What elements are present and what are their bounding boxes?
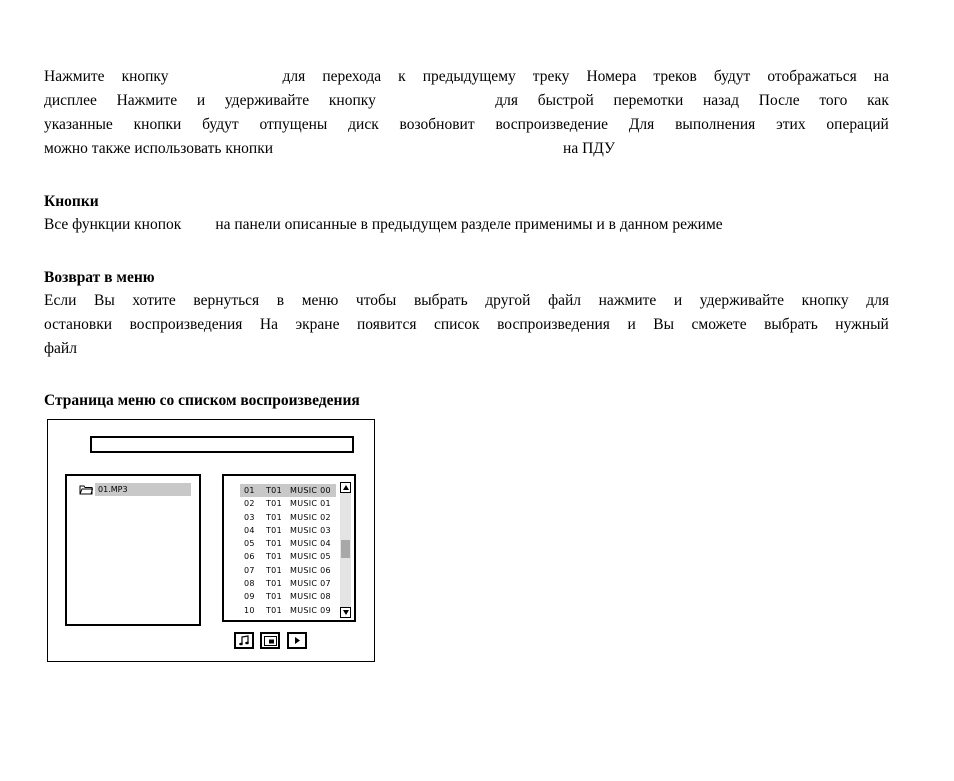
word: сможете	[691, 316, 747, 333]
return-line-2	[44, 313, 889, 337]
track-folder: T01	[266, 552, 282, 562]
word: выбрать	[413, 292, 468, 309]
track-row[interactable]	[240, 511, 336, 524]
word: Вы	[653, 316, 674, 333]
track-row[interactable]	[240, 537, 336, 550]
track-name: MUSIC 07	[290, 579, 331, 589]
buttons-text-a: Все функции кнопок	[44, 216, 182, 233]
word: файл	[548, 292, 582, 309]
word: треку	[532, 68, 570, 85]
return-line-1	[44, 289, 889, 313]
intro-line-4	[44, 137, 889, 161]
word: появится	[356, 316, 417, 333]
intro-paragraph	[44, 65, 889, 161]
track-name: MUSIC 05	[290, 552, 331, 562]
track-folder: T01	[266, 525, 282, 535]
track-name: MUSIC 06	[290, 565, 331, 575]
word: того	[819, 92, 848, 109]
word: чтобы	[355, 292, 397, 309]
word: Нажмите	[44, 68, 105, 85]
word: для	[866, 292, 889, 309]
word: нажмите	[598, 292, 657, 309]
word: экране	[295, 316, 340, 333]
track-name: MUSIC 00	[290, 486, 331, 495]
word: выполнения	[675, 116, 756, 133]
word: треков	[653, 68, 697, 85]
return-line-3: файл	[44, 340, 77, 357]
track-number: 07	[244, 565, 255, 575]
word: воспроизведения	[129, 316, 243, 333]
track-number: 05	[244, 539, 255, 549]
track-folder: T01	[266, 605, 282, 615]
track-folder: T01	[266, 539, 282, 549]
buttons-text-b: на панели описанные в предыдущем разделе применимы и в данном режиме	[215, 216, 723, 233]
track-number: 08	[244, 579, 255, 589]
word: воспроизведение	[495, 116, 609, 133]
word: список	[433, 316, 480, 333]
track-folder: T01	[266, 486, 282, 495]
play-icon	[292, 636, 302, 645]
track-folder: T01	[266, 499, 282, 509]
word: операций	[826, 116, 889, 133]
word: и	[627, 316, 636, 333]
word: кнопки	[133, 116, 182, 133]
track-row[interactable]	[240, 564, 336, 577]
buttons-heading: Кнопки	[44, 193, 99, 210]
intro-line-2	[44, 89, 889, 113]
word: кнопку	[801, 292, 849, 309]
track-folder: T01	[266, 512, 282, 522]
word: выбрать	[764, 316, 818, 333]
word: хотите	[132, 292, 176, 309]
track-number: 10	[244, 605, 255, 615]
buttons-paragraph	[44, 213, 889, 237]
word: отпущены	[259, 116, 328, 133]
word: назад	[702, 92, 740, 109]
track-list	[240, 484, 336, 617]
track-row[interactable]	[240, 590, 336, 603]
music-note-icon	[238, 635, 250, 646]
track-row[interactable]	[240, 604, 336, 617]
scroll-thumb[interactable]	[341, 540, 350, 558]
word: для	[282, 68, 306, 85]
word: удерживайте	[699, 292, 785, 309]
word: меню	[301, 292, 339, 309]
word: как	[867, 92, 889, 109]
picture-icon	[264, 636, 277, 646]
word: кнопку	[328, 92, 376, 109]
return-paragraph	[44, 289, 889, 361]
word: для	[495, 92, 519, 109]
button-placeholder-gap	[396, 89, 476, 113]
word: перемотки	[613, 92, 684, 109]
track-row[interactable]	[240, 497, 336, 510]
track-name: MUSIC 04	[290, 539, 331, 549]
intro-line-1	[44, 65, 889, 89]
word: возобновит	[399, 116, 475, 133]
track-number: 01	[244, 486, 255, 495]
word: удерживайте	[224, 92, 310, 109]
track-row[interactable]	[240, 577, 336, 590]
word: кнопку	[121, 68, 169, 85]
word: После	[758, 92, 800, 109]
word: Вы	[94, 292, 115, 309]
track-folder: T01	[266, 565, 282, 575]
button-placeholder-gap	[186, 65, 266, 89]
word: будут	[202, 116, 239, 133]
word: к	[398, 68, 406, 85]
intro-line-4-text-a: можно также использовать кнопки	[44, 140, 274, 157]
track-folder: T01	[266, 592, 282, 602]
word: на	[873, 68, 889, 85]
track-name: MUSIC 02	[290, 512, 331, 522]
word: Нажмите	[116, 92, 178, 109]
playlist-menu-screen	[47, 419, 375, 662]
return-heading: Возврат в меню	[44, 269, 155, 286]
word: перехода	[322, 68, 382, 85]
word: остановки	[44, 316, 113, 333]
word: вернуться	[193, 292, 260, 309]
word: нужный	[835, 316, 889, 333]
word: этих	[776, 116, 806, 133]
track-number: 06	[244, 552, 255, 562]
track-folder: T01	[266, 579, 282, 589]
folder-panel	[65, 474, 201, 626]
word: отображаться	[767, 68, 857, 85]
word: указанные	[44, 116, 113, 133]
menu-page-heading: Страница меню со списком воспроизведения	[44, 392, 360, 409]
folder-icon	[79, 484, 93, 495]
word: в	[276, 292, 285, 309]
folder-item[interactable]	[79, 483, 191, 496]
word: Если	[44, 292, 77, 309]
track-number: 09	[244, 592, 255, 602]
track-name: MUSIC 08	[290, 592, 331, 602]
folder-label: 01.MP3	[95, 483, 191, 496]
scroll-down-arrow-icon[interactable]	[340, 607, 351, 618]
scroll-up-arrow-icon[interactable]	[340, 482, 351, 493]
track-row[interactable]	[240, 524, 336, 537]
word: предыдущему	[422, 68, 516, 85]
play-button[interactable]	[287, 632, 307, 649]
intro-line-3	[44, 113, 889, 137]
word: воспроизведения	[497, 316, 610, 333]
picture-mode-button[interactable]	[260, 632, 280, 649]
intro-line-4-text-b: на ПДУ	[563, 140, 616, 157]
word: и	[673, 292, 683, 309]
track-row[interactable]	[240, 484, 336, 497]
word: быстрой	[537, 92, 594, 109]
word: другой	[485, 292, 531, 309]
word: будут	[713, 68, 751, 85]
track-name: MUSIC 09	[290, 605, 331, 615]
music-mode-button[interactable]	[234, 632, 254, 649]
word: дисплее	[44, 92, 97, 109]
word: Номера	[586, 68, 637, 85]
word: диск	[348, 116, 379, 133]
track-name: MUSIC 03	[290, 525, 331, 535]
track-number: 03	[244, 512, 255, 522]
word: На	[259, 316, 278, 333]
word: Для	[628, 116, 655, 133]
word: и	[196, 92, 206, 109]
screen-title-bar	[90, 436, 354, 453]
track-list-panel	[222, 474, 356, 622]
track-name: MUSIC 01	[290, 499, 331, 509]
scrollbar[interactable]	[340, 482, 351, 618]
track-number: 04	[244, 525, 255, 535]
track-number: 02	[244, 499, 255, 509]
track-row[interactable]	[240, 550, 336, 563]
